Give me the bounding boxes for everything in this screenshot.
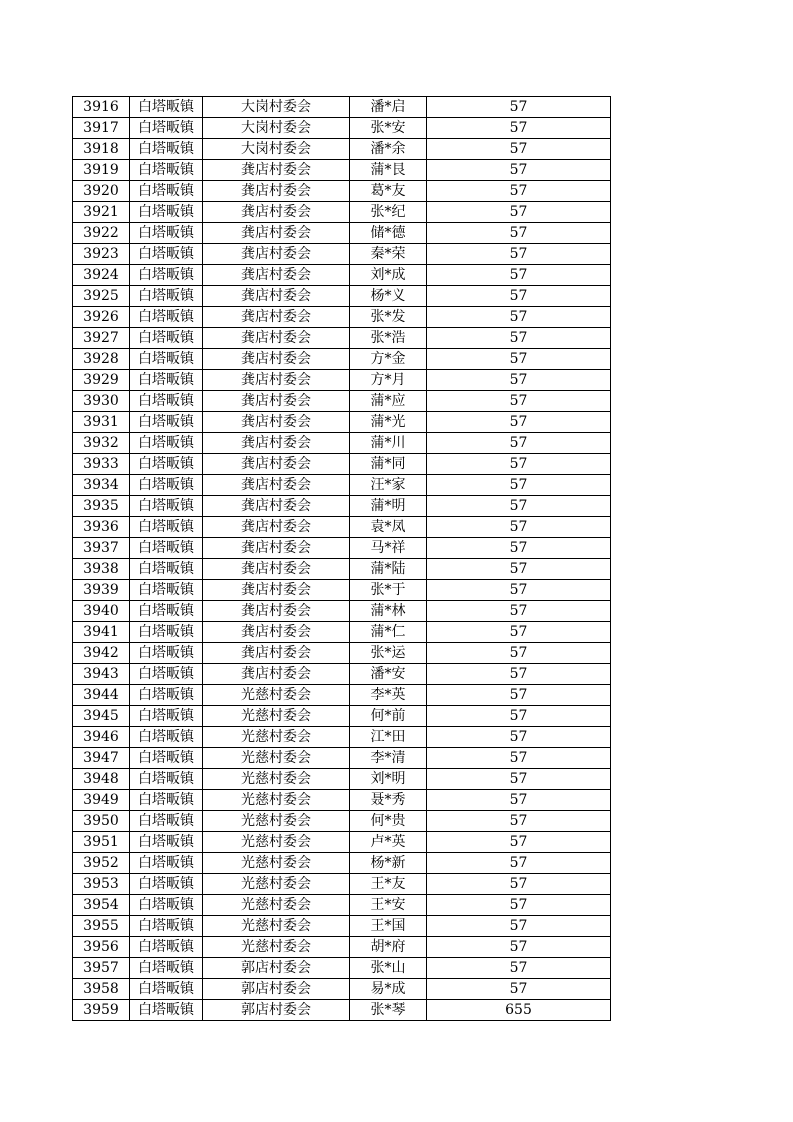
name-cell: 张*于 bbox=[350, 580, 427, 601]
amount-cell: 57 bbox=[427, 286, 611, 307]
amount-cell: 57 bbox=[427, 685, 611, 706]
town-cell: 白塔畈镇 bbox=[130, 517, 203, 538]
amount-cell: 57 bbox=[427, 664, 611, 685]
table-row bbox=[73, 370, 611, 391]
table-row bbox=[73, 559, 611, 580]
town-cell: 白塔畈镇 bbox=[130, 853, 203, 874]
amount-cell: 57 bbox=[427, 496, 611, 517]
amount-cell: 57 bbox=[427, 328, 611, 349]
amount-cell: 57 bbox=[427, 643, 611, 664]
village-cell: 光慈村委会 bbox=[203, 769, 350, 790]
amount-cell: 655 bbox=[427, 1000, 611, 1021]
name-cell: 张*运 bbox=[350, 643, 427, 664]
town-cell: 白塔畈镇 bbox=[130, 475, 203, 496]
table-row bbox=[73, 286, 611, 307]
row-number-cell: 3918 bbox=[73, 139, 130, 160]
amount-cell: 57 bbox=[427, 727, 611, 748]
row-number-cell: 3959 bbox=[73, 1000, 130, 1021]
name-cell: 何*前 bbox=[350, 706, 427, 727]
table-row bbox=[73, 790, 611, 811]
town-cell: 白塔畈镇 bbox=[130, 307, 203, 328]
town-cell: 白塔畈镇 bbox=[130, 706, 203, 727]
row-number-cell: 3932 bbox=[73, 433, 130, 454]
row-number-cell: 3952 bbox=[73, 853, 130, 874]
row-number-cell: 3941 bbox=[73, 622, 130, 643]
town-cell: 白塔畈镇 bbox=[130, 1000, 203, 1021]
row-number-cell: 3916 bbox=[73, 97, 130, 118]
town-cell: 白塔畈镇 bbox=[130, 496, 203, 517]
amount-cell: 57 bbox=[427, 580, 611, 601]
row-number-cell: 3920 bbox=[73, 181, 130, 202]
row-number-cell: 3958 bbox=[73, 979, 130, 1000]
table-row bbox=[73, 433, 611, 454]
amount-cell: 57 bbox=[427, 223, 611, 244]
row-number-cell: 3921 bbox=[73, 202, 130, 223]
town-cell: 白塔畈镇 bbox=[130, 622, 203, 643]
table-row bbox=[73, 811, 611, 832]
amount-cell: 57 bbox=[427, 181, 611, 202]
table-row bbox=[73, 685, 611, 706]
village-cell: 光慈村委会 bbox=[203, 790, 350, 811]
table-row bbox=[73, 853, 611, 874]
village-cell: 光慈村委会 bbox=[203, 874, 350, 895]
row-number-cell: 3957 bbox=[73, 958, 130, 979]
table-row bbox=[73, 769, 611, 790]
table-row bbox=[73, 916, 611, 937]
town-cell: 白塔畈镇 bbox=[130, 349, 203, 370]
name-cell: 蒲*应 bbox=[350, 391, 427, 412]
table-row bbox=[73, 349, 611, 370]
row-number-cell: 3919 bbox=[73, 160, 130, 181]
name-cell: 杨*新 bbox=[350, 853, 427, 874]
village-cell: 龚店村委会 bbox=[203, 622, 350, 643]
amount-cell: 57 bbox=[427, 916, 611, 937]
village-cell: 龚店村委会 bbox=[203, 601, 350, 622]
table-row bbox=[73, 265, 611, 286]
village-cell: 龚店村委会 bbox=[203, 307, 350, 328]
village-cell: 龚店村委会 bbox=[203, 370, 350, 391]
name-cell: 张*山 bbox=[350, 958, 427, 979]
row-number-cell: 3956 bbox=[73, 937, 130, 958]
name-cell: 潘*安 bbox=[350, 664, 427, 685]
town-cell: 白塔畈镇 bbox=[130, 433, 203, 454]
name-cell: 张*浩 bbox=[350, 328, 427, 349]
row-number-cell: 3939 bbox=[73, 580, 130, 601]
village-cell: 光慈村委会 bbox=[203, 706, 350, 727]
row-number-cell: 3944 bbox=[73, 685, 130, 706]
table-row bbox=[73, 979, 611, 1000]
town-cell: 白塔畈镇 bbox=[130, 601, 203, 622]
village-cell: 龚店村委会 bbox=[203, 580, 350, 601]
row-number-cell: 3936 bbox=[73, 517, 130, 538]
name-cell: 李*英 bbox=[350, 685, 427, 706]
town-cell: 白塔畈镇 bbox=[130, 958, 203, 979]
name-cell: 蒲*艮 bbox=[350, 160, 427, 181]
village-cell: 龚店村委会 bbox=[203, 391, 350, 412]
row-number-cell: 3926 bbox=[73, 307, 130, 328]
name-cell: 蒲*明 bbox=[350, 496, 427, 517]
name-cell: 胡*府 bbox=[350, 937, 427, 958]
village-cell: 龚店村委会 bbox=[203, 643, 350, 664]
table-row bbox=[73, 223, 611, 244]
village-cell: 大岗村委会 bbox=[203, 118, 350, 139]
row-number-cell: 3943 bbox=[73, 664, 130, 685]
row-number-cell: 3942 bbox=[73, 643, 130, 664]
table-row bbox=[73, 244, 611, 265]
table-row bbox=[73, 307, 611, 328]
village-cell: 大岗村委会 bbox=[203, 139, 350, 160]
table-row bbox=[73, 202, 611, 223]
town-cell: 白塔畈镇 bbox=[130, 286, 203, 307]
town-cell: 白塔畈镇 bbox=[130, 223, 203, 244]
row-number-cell: 3928 bbox=[73, 349, 130, 370]
table-row bbox=[73, 937, 611, 958]
village-cell: 光慈村委会 bbox=[203, 895, 350, 916]
village-cell: 龚店村委会 bbox=[203, 538, 350, 559]
name-cell: 蒲*同 bbox=[350, 454, 427, 475]
village-cell: 光慈村委会 bbox=[203, 811, 350, 832]
row-number-cell: 3950 bbox=[73, 811, 130, 832]
name-cell: 王*国 bbox=[350, 916, 427, 937]
table-row bbox=[73, 832, 611, 853]
name-cell: 卢*英 bbox=[350, 832, 427, 853]
table-row bbox=[73, 475, 611, 496]
town-cell: 白塔畈镇 bbox=[130, 685, 203, 706]
name-cell: 李*清 bbox=[350, 748, 427, 769]
name-cell: 何*贵 bbox=[350, 811, 427, 832]
amount-cell: 57 bbox=[427, 391, 611, 412]
village-cell: 光慈村委会 bbox=[203, 832, 350, 853]
town-cell: 白塔畈镇 bbox=[130, 412, 203, 433]
row-number-cell: 3947 bbox=[73, 748, 130, 769]
amount-cell: 57 bbox=[427, 811, 611, 832]
row-number-cell: 3949 bbox=[73, 790, 130, 811]
table-row bbox=[73, 160, 611, 181]
name-cell: 刘*成 bbox=[350, 265, 427, 286]
table-row bbox=[73, 664, 611, 685]
town-cell: 白塔畈镇 bbox=[130, 559, 203, 580]
name-cell: 潘*余 bbox=[350, 139, 427, 160]
amount-cell: 57 bbox=[427, 307, 611, 328]
town-cell: 白塔畈镇 bbox=[130, 895, 203, 916]
village-cell: 光慈村委会 bbox=[203, 685, 350, 706]
name-cell: 袁*凤 bbox=[350, 517, 427, 538]
amount-cell: 57 bbox=[427, 118, 611, 139]
town-cell: 白塔畈镇 bbox=[130, 790, 203, 811]
row-number-cell: 3929 bbox=[73, 370, 130, 391]
amount-cell: 57 bbox=[427, 349, 611, 370]
amount-cell: 57 bbox=[427, 202, 611, 223]
name-cell: 王*安 bbox=[350, 895, 427, 916]
name-cell: 蒲*仁 bbox=[350, 622, 427, 643]
town-cell: 白塔畈镇 bbox=[130, 811, 203, 832]
name-cell: 刘*明 bbox=[350, 769, 427, 790]
table-row bbox=[73, 412, 611, 433]
row-number-cell: 3945 bbox=[73, 706, 130, 727]
name-cell: 易*成 bbox=[350, 979, 427, 1000]
amount-cell: 57 bbox=[427, 97, 611, 118]
table-row bbox=[73, 181, 611, 202]
table-row bbox=[73, 601, 611, 622]
row-number-cell: 3953 bbox=[73, 874, 130, 895]
table-row bbox=[73, 874, 611, 895]
row-number-cell: 3933 bbox=[73, 454, 130, 475]
table-row bbox=[73, 622, 611, 643]
village-cell: 龚店村委会 bbox=[203, 160, 350, 181]
village-cell: 龚店村委会 bbox=[203, 244, 350, 265]
village-cell: 龚店村委会 bbox=[203, 349, 350, 370]
town-cell: 白塔畈镇 bbox=[130, 580, 203, 601]
table-row bbox=[73, 727, 611, 748]
town-cell: 白塔畈镇 bbox=[130, 160, 203, 181]
name-cell: 方*月 bbox=[350, 370, 427, 391]
town-cell: 白塔畈镇 bbox=[130, 244, 203, 265]
name-cell: 葛*友 bbox=[350, 181, 427, 202]
amount-cell: 57 bbox=[427, 706, 611, 727]
name-cell: 储*德 bbox=[350, 223, 427, 244]
table-row bbox=[73, 97, 611, 118]
table-row bbox=[73, 643, 611, 664]
table-row bbox=[73, 454, 611, 475]
amount-cell: 57 bbox=[427, 874, 611, 895]
name-cell: 蒲*川 bbox=[350, 433, 427, 454]
town-cell: 白塔畈镇 bbox=[130, 454, 203, 475]
amount-cell: 57 bbox=[427, 412, 611, 433]
village-cell: 光慈村委会 bbox=[203, 727, 350, 748]
name-cell: 王*友 bbox=[350, 874, 427, 895]
village-cell: 郭店村委会 bbox=[203, 1000, 350, 1021]
row-number-cell: 3922 bbox=[73, 223, 130, 244]
data-table bbox=[72, 96, 611, 1021]
town-cell: 白塔畈镇 bbox=[130, 916, 203, 937]
row-number-cell: 3954 bbox=[73, 895, 130, 916]
village-cell: 郭店村委会 bbox=[203, 979, 350, 1000]
town-cell: 白塔畈镇 bbox=[130, 664, 203, 685]
name-cell: 张*琴 bbox=[350, 1000, 427, 1021]
village-cell: 龚店村委会 bbox=[203, 286, 350, 307]
amount-cell: 57 bbox=[427, 748, 611, 769]
amount-cell: 57 bbox=[427, 160, 611, 181]
town-cell: 白塔畈镇 bbox=[130, 874, 203, 895]
row-number-cell: 3917 bbox=[73, 118, 130, 139]
row-number-cell: 3927 bbox=[73, 328, 130, 349]
village-cell: 龚店村委会 bbox=[203, 496, 350, 517]
amount-cell: 57 bbox=[427, 475, 611, 496]
amount-cell: 57 bbox=[427, 853, 611, 874]
row-number-cell: 3955 bbox=[73, 916, 130, 937]
row-number-cell: 3923 bbox=[73, 244, 130, 265]
row-number-cell: 3925 bbox=[73, 286, 130, 307]
amount-cell: 57 bbox=[427, 601, 611, 622]
table-row bbox=[73, 328, 611, 349]
village-cell: 龚店村委会 bbox=[203, 181, 350, 202]
amount-cell: 57 bbox=[427, 895, 611, 916]
row-number-cell: 3931 bbox=[73, 412, 130, 433]
name-cell: 张*纪 bbox=[350, 202, 427, 223]
village-cell: 光慈村委会 bbox=[203, 853, 350, 874]
amount-cell: 57 bbox=[427, 244, 611, 265]
table-row bbox=[73, 895, 611, 916]
row-number-cell: 3946 bbox=[73, 727, 130, 748]
row-number-cell: 3938 bbox=[73, 559, 130, 580]
village-cell: 龚店村委会 bbox=[203, 328, 350, 349]
amount-cell: 57 bbox=[427, 265, 611, 286]
name-cell: 江*田 bbox=[350, 727, 427, 748]
town-cell: 白塔畈镇 bbox=[130, 370, 203, 391]
table-row bbox=[73, 496, 611, 517]
table-row bbox=[73, 1000, 611, 1021]
name-cell: 张*发 bbox=[350, 307, 427, 328]
name-cell: 蒲*林 bbox=[350, 601, 427, 622]
amount-cell: 57 bbox=[427, 559, 611, 580]
town-cell: 白塔畈镇 bbox=[130, 937, 203, 958]
row-number-cell: 3930 bbox=[73, 391, 130, 412]
village-cell: 郭店村委会 bbox=[203, 958, 350, 979]
table-body bbox=[73, 97, 611, 1021]
village-cell: 龚店村委会 bbox=[203, 265, 350, 286]
name-cell: 潘*启 bbox=[350, 97, 427, 118]
amount-cell: 57 bbox=[427, 370, 611, 391]
village-cell: 龚店村委会 bbox=[203, 517, 350, 538]
row-number-cell: 3937 bbox=[73, 538, 130, 559]
town-cell: 白塔畈镇 bbox=[130, 727, 203, 748]
village-cell: 光慈村委会 bbox=[203, 748, 350, 769]
village-cell: 龚店村委会 bbox=[203, 559, 350, 580]
village-cell: 龚店村委会 bbox=[203, 223, 350, 244]
row-number-cell: 3934 bbox=[73, 475, 130, 496]
name-cell: 杨*义 bbox=[350, 286, 427, 307]
town-cell: 白塔畈镇 bbox=[130, 265, 203, 286]
table-row bbox=[73, 118, 611, 139]
amount-cell: 57 bbox=[427, 790, 611, 811]
amount-cell: 57 bbox=[427, 958, 611, 979]
town-cell: 白塔畈镇 bbox=[130, 328, 203, 349]
table-row bbox=[73, 391, 611, 412]
town-cell: 白塔畈镇 bbox=[130, 391, 203, 412]
town-cell: 白塔畈镇 bbox=[130, 181, 203, 202]
village-cell: 光慈村委会 bbox=[203, 916, 350, 937]
village-cell: 龚店村委会 bbox=[203, 202, 350, 223]
amount-cell: 57 bbox=[427, 538, 611, 559]
village-cell: 大岗村委会 bbox=[203, 97, 350, 118]
table-row bbox=[73, 958, 611, 979]
village-cell: 龚店村委会 bbox=[203, 454, 350, 475]
village-cell: 光慈村委会 bbox=[203, 937, 350, 958]
table-row bbox=[73, 706, 611, 727]
village-cell: 龚店村委会 bbox=[203, 412, 350, 433]
amount-cell: 57 bbox=[427, 454, 611, 475]
row-number-cell: 3948 bbox=[73, 769, 130, 790]
amount-cell: 57 bbox=[427, 139, 611, 160]
table-row bbox=[73, 139, 611, 160]
name-cell: 张*安 bbox=[350, 118, 427, 139]
town-cell: 白塔畈镇 bbox=[130, 538, 203, 559]
town-cell: 白塔畈镇 bbox=[130, 832, 203, 853]
name-cell: 汪*家 bbox=[350, 475, 427, 496]
amount-cell: 57 bbox=[427, 937, 611, 958]
name-cell: 方*金 bbox=[350, 349, 427, 370]
table-row bbox=[73, 538, 611, 559]
amount-cell: 57 bbox=[427, 517, 611, 538]
amount-cell: 57 bbox=[427, 832, 611, 853]
town-cell: 白塔畈镇 bbox=[130, 769, 203, 790]
village-cell: 龚店村委会 bbox=[203, 475, 350, 496]
town-cell: 白塔畈镇 bbox=[130, 643, 203, 664]
town-cell: 白塔畈镇 bbox=[130, 979, 203, 1000]
village-cell: 龚店村委会 bbox=[203, 433, 350, 454]
name-cell: 蒲*光 bbox=[350, 412, 427, 433]
row-number-cell: 3940 bbox=[73, 601, 130, 622]
name-cell: 蒲*陆 bbox=[350, 559, 427, 580]
amount-cell: 57 bbox=[427, 769, 611, 790]
amount-cell: 57 bbox=[427, 433, 611, 454]
amount-cell: 57 bbox=[427, 979, 611, 1000]
table-row bbox=[73, 580, 611, 601]
town-cell: 白塔畈镇 bbox=[130, 748, 203, 769]
name-cell: 聂*秀 bbox=[350, 790, 427, 811]
town-cell: 白塔畈镇 bbox=[130, 139, 203, 160]
town-cell: 白塔畈镇 bbox=[130, 118, 203, 139]
name-cell: 马*祥 bbox=[350, 538, 427, 559]
town-cell: 白塔畈镇 bbox=[130, 202, 203, 223]
table-row bbox=[73, 748, 611, 769]
row-number-cell: 3935 bbox=[73, 496, 130, 517]
name-cell: 秦*荣 bbox=[350, 244, 427, 265]
town-cell: 白塔畈镇 bbox=[130, 97, 203, 118]
row-number-cell: 3951 bbox=[73, 832, 130, 853]
row-number-cell: 3924 bbox=[73, 265, 130, 286]
village-cell: 龚店村委会 bbox=[203, 664, 350, 685]
amount-cell: 57 bbox=[427, 622, 611, 643]
table-row bbox=[73, 517, 611, 538]
